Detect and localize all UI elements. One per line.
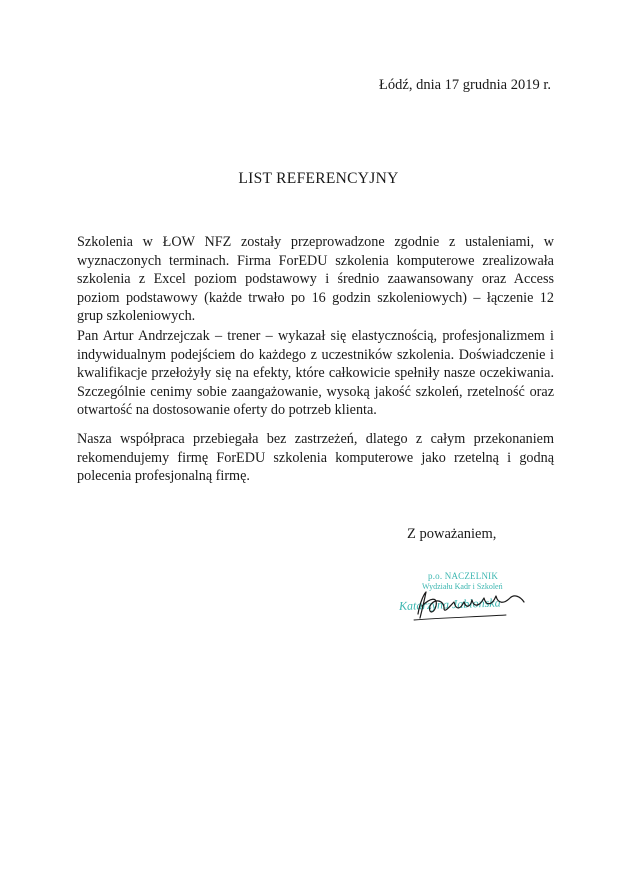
date-line: Łódź, dnia 17 grudnia 2019 r. bbox=[379, 77, 551, 93]
paragraph-2: Pan Artur Andrzejczak – trener – wykazał się elastycznością, profesjonalizmem i indywidualnym podejściem do każdego z uczestników szkolenia. Doświadczenie i kwalifikacje przełożyły się na efekty, które całkowicie spełniły nasze oczekiwania. Szczególnie cenimy sobie zaangażowanie, wysoką jakość szkoleń, rzetelność oraz otwartość na dostosowanie oferty do potrzeb klienta. bbox=[77, 328, 554, 419]
stamp-name: Katarzyna Jabłońska bbox=[398, 595, 501, 613]
paragraph-3: Nasza współpraca przebiegała bez zastrzeżeń, dlatego z całym przekonaniem rekomendujemy firmę ForEDU szkolenia komputerowe jako rzetelną i godną polecenia profesjonalną firmę. bbox=[77, 431, 554, 485]
stamp-title: p.o. NACZELNIK bbox=[428, 571, 499, 581]
handwritten-signature bbox=[410, 584, 530, 624]
letter-title: LIST REFERENCYJNY bbox=[238, 170, 399, 187]
closing-salutation: Z poważaniem, bbox=[407, 526, 497, 542]
stamp-department: Wydziału Kadr i Szkoleń bbox=[422, 582, 503, 591]
paragraph-1: Szkolenia w ŁOW NFZ zostały przeprowadzone zgodnie z ustaleniami, w wyznaczonych terminach. Firma ForEDU szkolenia komputerowe zrealizowała szkolenia z Excel poziom podstawowy i średnio zaawansowany oraz Access poziom podstawowy (każde trwało po 16 godzin szkoleniowych) – łączenie 12 grup szkoleniowych. bbox=[77, 234, 554, 325]
